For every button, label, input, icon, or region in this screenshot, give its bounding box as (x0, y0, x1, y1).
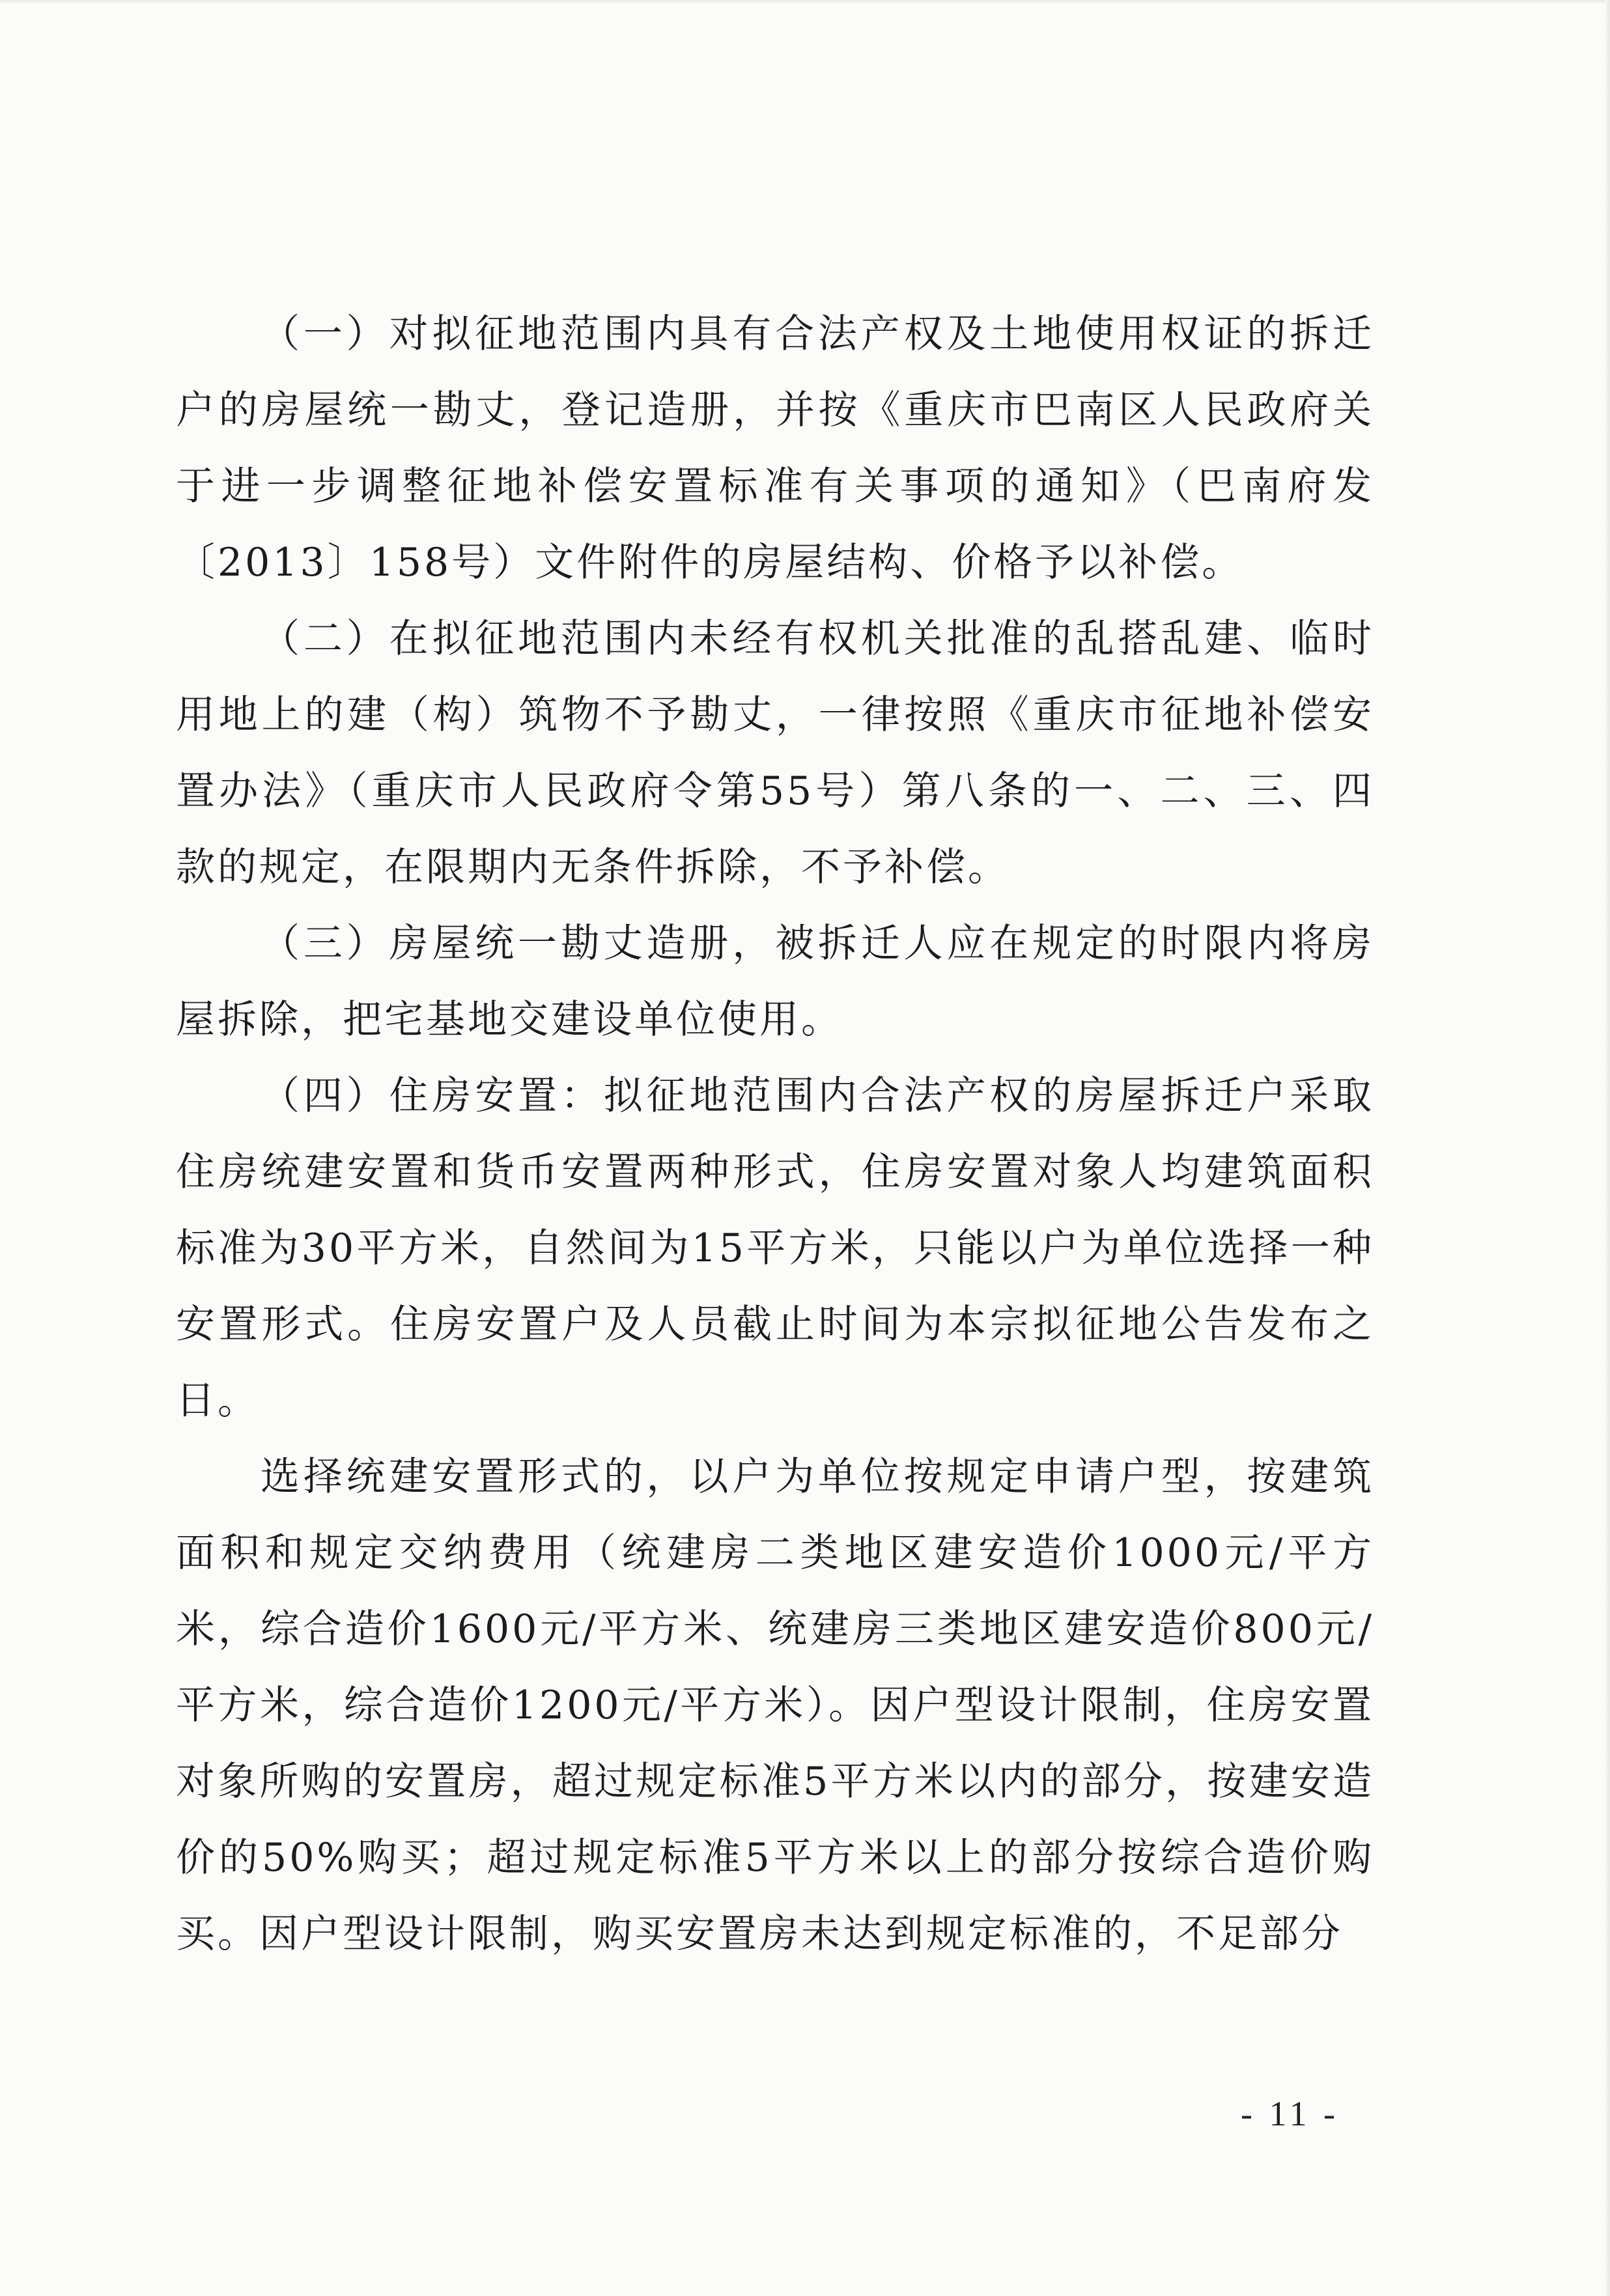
paragraph-1: （一）对拟征地范围内具有合法产权及土地使用权证的拆迁户的房屋统一勘丈，登记造册，并按《重庆市巴南区人民政府关于进一步调整征地补偿安置标准有关事项的通知》（巴南府发〔2013〕158号）文件附件的房屋结构、价格予以补偿。 (176, 311, 1374, 585)
page-number: - 11 - (1241, 2094, 1339, 2133)
paragraph-2: （二）在拟征地范围内未经有权机关批准的乱搭乱建、临时用地上的建（构）筑物不予勘丈，一律按照《重庆市征地补偿安置办法》（重庆市人民政府令第55号）第八条的一、二、三、四款的规定，在限期内无条件拆除，不予补偿。 (176, 616, 1374, 890)
paragraph-3: （三）房屋统一勘丈造册，被拆迁人应在规定的时限内将房屋拆除，把宅基地交建设单位使用。 (176, 921, 1374, 1043)
paragraph-4: （四）住房安置：拟征地范围内合法产权的房屋拆迁户采取住房统建安置和货币安置两种形式，住房安置对象人均建筑面积标准为30平方米，自然间为15平方米，只能以户为单位选择一种安置形式。住房安置户及人员截止时间为本宗拟征地公告发布之日。 (176, 1073, 1374, 1423)
scan-edge-top (0, 0, 1610, 4)
paragraph-5: 选择统建安置形式的，以户为单位按规定申请户型，按建筑面积和规定交纳费用（统建房二类地区建安造价1000元/平方米，综合造价1600元/平方米、统建房三类地区建安造价800元/平方米，综合造价1200元/平方米）。因户型设计限制，住房安置对象所购的安置房，超过规定标准5平方米以内的部分，按建安造价的50%购买；超过规定标准5平方米以上的部分按综合造价购买。因户型设计限制，购买安置房未达到规定标准的，不足部分 (176, 1454, 1374, 1957)
scan-edge-right (1605, 0, 1610, 2296)
document-body (176, 296, 1374, 1972)
